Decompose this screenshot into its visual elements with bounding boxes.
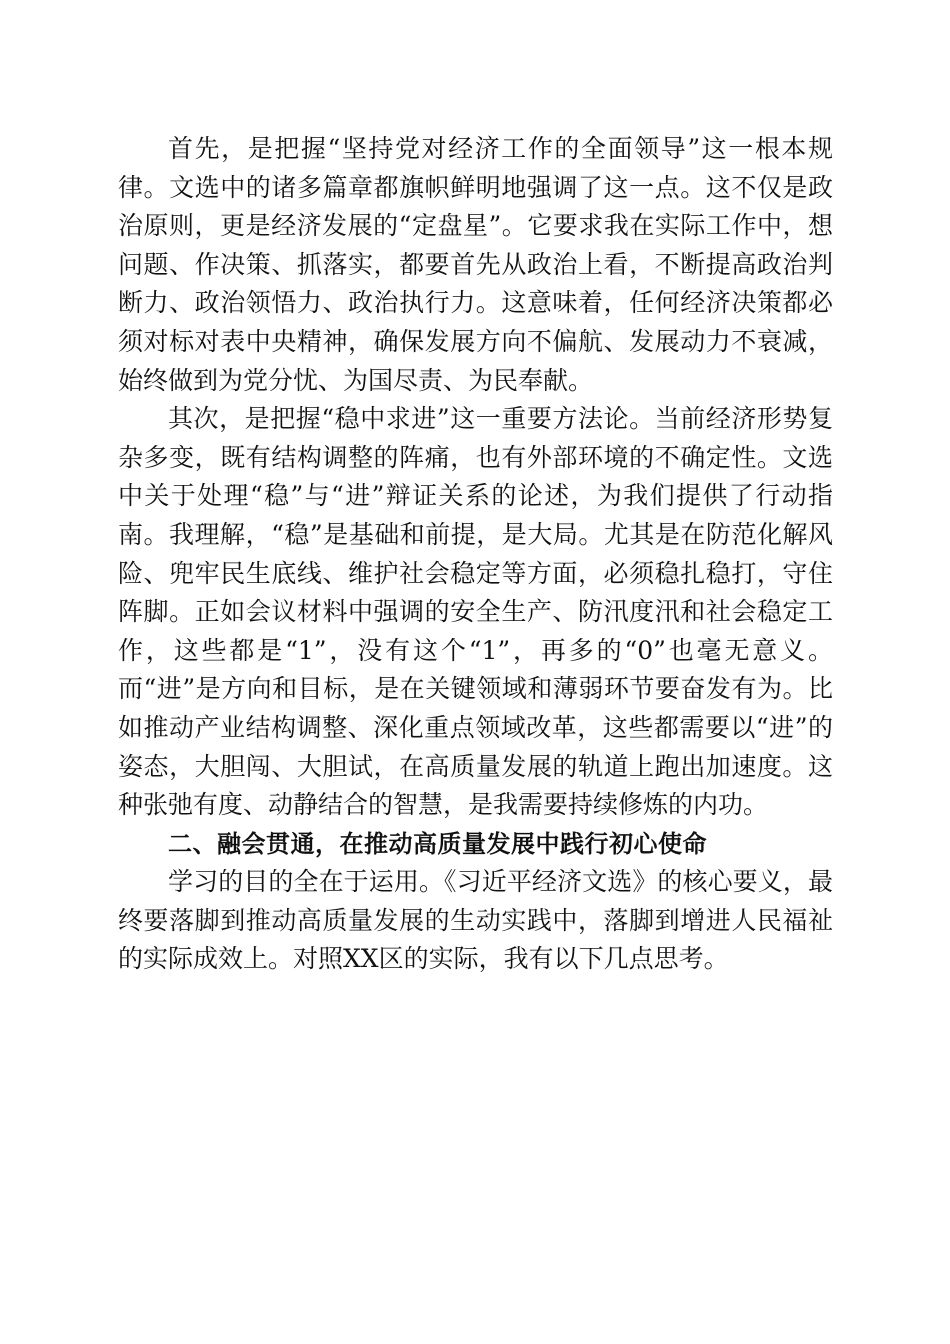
document-body — [118, 130, 833, 979]
paragraph-steady-progress: 其次，是把握“稳中求进”这一重要方法论。当前经济形势复杂多变，既有结构调整的阵痛，也有外部环境的不确定性。文选中关于处理“稳”与“进”辩证关系的论述，为我们提供了行动指南。我理解，“稳”是基础和前提，是大局。尤其是在防范化解风险、兜牢民生底线、维护社会稳定等方面，必须稳扎稳打，守住阵脚。正如会议材料中强调的安全生产、防汛度汛和社会稳定工作，这些都是“1”，没有这个“1”，再多的“0”也毫无意义。而“进”是方向和目标，是在关键领域和薄弱环节要奋发有为。比如推动产业结构调整、深化重点领域改革，这些都需要以“进”的姿态，大胆闯、大胆试，在高质量发展的轨道上跑出加速度。这种张弛有度、动静结合的智慧，是我需要持续修炼的内功。 — [118, 404, 833, 820]
section-heading: 二、融会贯通，在推动高质量发展中践行初心使命 — [168, 829, 707, 858]
paragraph-party-leadership: 首先，是把握“坚持党对经济工作的全面领导”这一根本规律。文选中的诸多篇章都旗帜鲜明地强调了这一点。这不仅是政治原则，更是经济发展的“定盘星”。它要求我在实际工作中，想问题、作决策、抓落实，都要首先从政治上看，不断提高政治判断力、政治领悟力、政治执行力。这意味着，任何经济决策都必须对标对表中央精神，确保发展方向不偏航、发展动力不衰减，始终做到为党分忧、为国尽责、为民奉献。 — [118, 134, 833, 395]
paragraph-application: 学习的目的全在于运用。《习近平经济文选》的核心要义，最终要落脚到推动高质量发展的生动实践中，落脚到增进人民福祉的实际成效上。对照XX区的实际，我有以下几点思考。 — [118, 867, 833, 974]
